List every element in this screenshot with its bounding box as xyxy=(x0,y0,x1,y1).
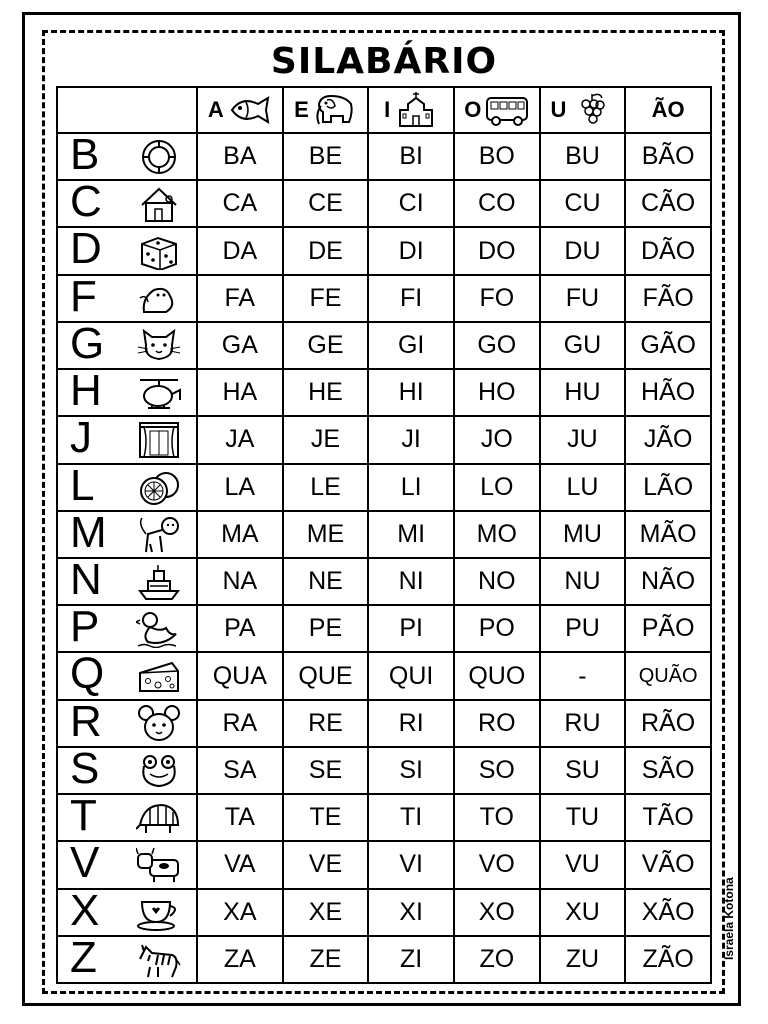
syllable-cell: TI xyxy=(368,794,454,841)
syllable-cell: NA xyxy=(197,558,283,605)
syllable-cell: LO xyxy=(454,464,540,511)
table-row xyxy=(57,416,711,463)
syllable-cell: CU xyxy=(540,180,626,227)
syllable-cell: NÃO xyxy=(625,558,711,605)
orange-icon xyxy=(136,469,182,507)
letter-cell xyxy=(57,841,197,888)
syllable-cell: CI xyxy=(368,180,454,227)
syllable-cell: RE xyxy=(283,700,369,747)
syllable-cell: FÃO xyxy=(625,275,711,322)
syllable-cell: MI xyxy=(368,511,454,558)
syllable-cell: FO xyxy=(454,275,540,322)
syllable-cell: LU xyxy=(540,464,626,511)
syllable-cell: GÃO xyxy=(625,322,711,369)
syllable-cell: SU xyxy=(540,747,626,794)
syllable-cell: HO xyxy=(454,369,540,416)
letter-cell xyxy=(57,275,197,322)
syllable-cell: LA xyxy=(197,464,283,511)
table-row xyxy=(57,227,711,274)
syllable-cell: VE xyxy=(283,841,369,888)
syllable-cell: HI xyxy=(368,369,454,416)
syllable-cell: QUE xyxy=(283,652,369,699)
syllable-cell: NE xyxy=(283,558,369,605)
syllable-cell: XA xyxy=(197,889,283,936)
consonant-letter: N xyxy=(70,557,102,604)
syllable-cell: DA xyxy=(197,227,283,274)
syllable-cell: BA xyxy=(197,133,283,180)
armadillo-icon xyxy=(136,799,182,837)
syllable-cell: QUÃO xyxy=(625,652,711,699)
header-cell xyxy=(454,87,540,133)
syllable-cell: VU xyxy=(540,841,626,888)
table-row xyxy=(57,369,711,416)
syllable-cell: DE xyxy=(283,227,369,274)
table-row xyxy=(57,275,711,322)
syllable-cell: JI xyxy=(368,416,454,463)
syllable-cell: BO xyxy=(454,133,540,180)
syllable-cell: VA xyxy=(197,841,283,888)
consonant-letter: Q xyxy=(70,652,105,699)
consonant-letter: R xyxy=(70,699,102,746)
syllable-cell: VI xyxy=(368,841,454,888)
consonant-letter: C xyxy=(70,180,102,227)
syllable-cell: DÃO xyxy=(625,227,711,274)
header-cell xyxy=(368,87,454,133)
table-row xyxy=(57,558,711,605)
vowel-label: E xyxy=(294,97,309,122)
syllable-cell: TE xyxy=(283,794,369,841)
author-credit: Israela Kotona xyxy=(722,877,736,960)
bus-icon xyxy=(485,92,529,128)
consonant-letter: D xyxy=(70,227,102,274)
consonant-letter: V xyxy=(70,841,100,888)
syllable-cell: SO xyxy=(454,747,540,794)
syllable-cell: XU xyxy=(540,889,626,936)
syllable-cell: DU xyxy=(540,227,626,274)
cheese-icon xyxy=(136,657,182,695)
syllable-cell: SA xyxy=(197,747,283,794)
syllable-cell: PI xyxy=(368,605,454,652)
dice-icon xyxy=(136,232,182,270)
letter-cell xyxy=(57,936,197,983)
vowel-label: I xyxy=(384,97,391,122)
syllable-cell: SÃO xyxy=(625,747,711,794)
syllable-cell: FI xyxy=(368,275,454,322)
consonant-letter: H xyxy=(70,369,102,416)
table-row xyxy=(57,322,711,369)
mouse-icon xyxy=(136,705,182,743)
letter-cell xyxy=(57,416,197,463)
syllable-cell: HÃO xyxy=(625,369,711,416)
page-title: SILABÁRIO xyxy=(270,41,498,82)
consonant-letter: M xyxy=(70,510,107,557)
table-row xyxy=(57,605,711,652)
consonant-letter: X xyxy=(70,888,100,935)
letter-cell xyxy=(57,700,197,747)
table-row xyxy=(57,889,711,936)
syllable-cell: MO xyxy=(454,511,540,558)
syllable-cell: LÃO xyxy=(625,464,711,511)
duck-icon xyxy=(136,610,182,648)
syllable-cell: RÃO xyxy=(625,700,711,747)
header-cell xyxy=(283,87,369,133)
ship-icon xyxy=(136,563,182,601)
syllable-cell: RA xyxy=(197,700,283,747)
syllable-cell: PE xyxy=(283,605,369,652)
syllable-cell: TU xyxy=(540,794,626,841)
fish-icon xyxy=(228,92,272,128)
house-icon xyxy=(136,185,182,223)
syllable-cell: ZI xyxy=(368,936,454,983)
syllable-cell: HA xyxy=(197,369,283,416)
syllable-cell: CÃO xyxy=(625,180,711,227)
syllable-cell: QUA xyxy=(197,652,283,699)
letter-cell xyxy=(57,227,197,274)
syllable-cell: JO xyxy=(454,416,540,463)
seal-icon xyxy=(136,280,182,318)
table-row xyxy=(57,700,711,747)
syllable-cell: TÃO xyxy=(625,794,711,841)
zebra-icon xyxy=(136,941,182,979)
vowel-label: A xyxy=(207,97,224,122)
table-row xyxy=(57,841,711,888)
syllable-cell: ZA xyxy=(197,936,283,983)
vowel-label: U xyxy=(550,97,567,122)
syllable-cell: GE xyxy=(283,322,369,369)
syllable-cell: DO xyxy=(454,227,540,274)
vowel-label: ÃO xyxy=(651,97,685,122)
letter-cell xyxy=(57,369,197,416)
consonant-letter: B xyxy=(70,133,100,179)
syllable-cell: GI xyxy=(368,322,454,369)
consonant-letter: T xyxy=(70,794,97,841)
syllable-cell: CE xyxy=(283,180,369,227)
header-cell xyxy=(197,87,283,133)
syllable-cell: TA xyxy=(197,794,283,841)
syllable-cell: ZO xyxy=(454,936,540,983)
helicopter-icon xyxy=(136,374,182,412)
syllable-cell: ZE xyxy=(283,936,369,983)
table-row xyxy=(57,511,711,558)
syllable-cell: FU xyxy=(540,275,626,322)
table-row xyxy=(57,180,711,227)
syllable-cell: GU xyxy=(540,322,626,369)
letter-cell xyxy=(57,652,197,699)
letter-cell xyxy=(57,889,197,936)
syllable-cell: TO xyxy=(454,794,540,841)
letter-cell xyxy=(57,133,197,180)
syllable-cell: GO xyxy=(454,322,540,369)
syllable-cell: XÃO xyxy=(625,889,711,936)
syllable-cell: MÃO xyxy=(625,511,711,558)
syllable-cell: BI xyxy=(368,133,454,180)
table-body xyxy=(57,133,711,983)
syllable-cell: ZÃO xyxy=(625,936,711,983)
syllable-cell: NO xyxy=(454,558,540,605)
consonant-letter: P xyxy=(70,605,100,652)
corner-cell xyxy=(57,87,197,133)
syllable-cell: ME xyxy=(283,511,369,558)
table-row xyxy=(57,652,711,699)
letter-cell xyxy=(57,558,197,605)
table-row xyxy=(57,794,711,841)
consonant-letter: G xyxy=(70,321,105,368)
syllable-cell: JU xyxy=(540,416,626,463)
syllable-cell: MA xyxy=(197,511,283,558)
letter-cell xyxy=(57,180,197,227)
syllable-cell: BE xyxy=(283,133,369,180)
syllable-cell: HE xyxy=(283,369,369,416)
syllable-cell: FE xyxy=(283,275,369,322)
table-row xyxy=(57,936,711,983)
syllable-cell: GA xyxy=(197,322,283,369)
header-cell xyxy=(625,87,711,133)
letter-cell xyxy=(57,794,197,841)
syllable-cell: DI xyxy=(368,227,454,274)
syllable-cell: LE xyxy=(283,464,369,511)
cow-icon xyxy=(136,846,182,884)
syllable-cell: FA xyxy=(197,275,283,322)
syllable-cell: XI xyxy=(368,889,454,936)
syllable-cell: RO xyxy=(454,700,540,747)
syllable-cell: PA xyxy=(197,605,283,652)
syllable-cell: HU xyxy=(540,369,626,416)
table-row xyxy=(57,747,711,794)
syllable-cell: VÃO xyxy=(625,841,711,888)
syllable-cell: CO xyxy=(454,180,540,227)
frog-icon xyxy=(136,752,182,790)
syllable-cell: RU xyxy=(540,700,626,747)
syllable-cell: MU xyxy=(540,511,626,558)
table-row xyxy=(57,464,711,511)
consonant-letter: J xyxy=(70,416,92,463)
syllable-cell: RI xyxy=(368,700,454,747)
syllable-cell: JE xyxy=(283,416,369,463)
syllable-cell: BU xyxy=(540,133,626,180)
syllable-cell: NU xyxy=(540,558,626,605)
table-row xyxy=(57,133,711,180)
syllable-cell: JÃO xyxy=(625,416,711,463)
syllable-cell: SI xyxy=(368,747,454,794)
letter-cell xyxy=(57,747,197,794)
header-row xyxy=(57,87,711,133)
letter-cell xyxy=(57,511,197,558)
consonant-letter: L xyxy=(70,463,95,510)
letter-cell xyxy=(57,605,197,652)
teacup-icon xyxy=(136,894,182,932)
consonant-letter: Z xyxy=(70,935,97,982)
syllable-cell: ZU xyxy=(540,936,626,983)
header-cell xyxy=(540,87,626,133)
syllable-cell: XE xyxy=(283,889,369,936)
syllable-cell: CA xyxy=(197,180,283,227)
syllable-cell: XO xyxy=(454,889,540,936)
syllable-cell: QUI xyxy=(368,652,454,699)
church-icon xyxy=(394,92,438,128)
syllable-cell: VO xyxy=(454,841,540,888)
letter-cell xyxy=(57,322,197,369)
syllable-cell: SE xyxy=(283,747,369,794)
syllable-cell: - xyxy=(540,652,626,699)
consonant-letter: F xyxy=(70,274,97,321)
monkey-icon xyxy=(136,516,182,554)
cat-icon xyxy=(136,327,182,365)
syllable-cell: LI xyxy=(368,464,454,511)
consonant-letter: S xyxy=(70,746,100,793)
syllable-cell: PÃO xyxy=(625,605,711,652)
ball-icon xyxy=(136,138,182,176)
syllable-cell: JA xyxy=(197,416,283,463)
grapes-icon xyxy=(570,92,614,128)
vowel-label: O xyxy=(464,97,482,122)
syllable-cell: PO xyxy=(454,605,540,652)
syllable-cell: PU xyxy=(540,605,626,652)
syllable-cell: NI xyxy=(368,558,454,605)
letter-cell xyxy=(57,464,197,511)
syllable-table xyxy=(56,86,712,984)
window-icon xyxy=(136,421,182,459)
syllable-cell: QUO xyxy=(454,652,540,699)
elephant-icon xyxy=(313,92,357,128)
syllable-cell: BÃO xyxy=(625,133,711,180)
